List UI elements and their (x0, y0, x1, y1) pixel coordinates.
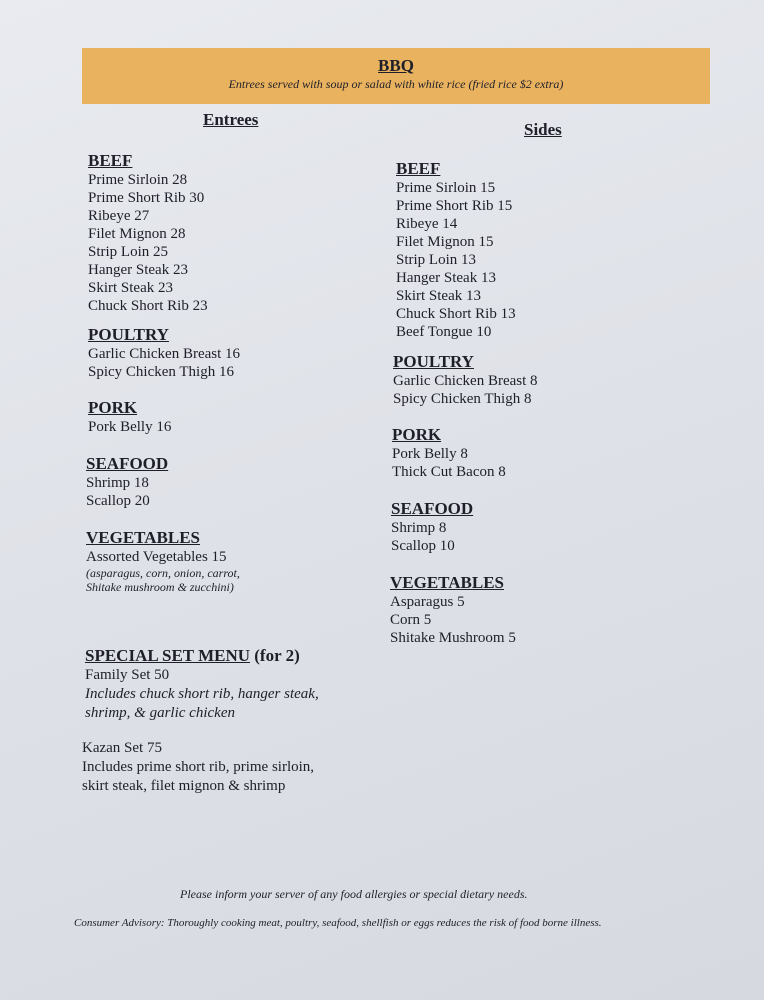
entrees-seafood-section (86, 454, 168, 510)
special-menu-title: SPECIAL SET MENU (85, 646, 251, 665)
sides-vegetables-section (390, 573, 516, 647)
list-item: Strip Loin 25 (88, 244, 169, 260)
entrees-beef-section (88, 151, 208, 315)
list-item: Filet Mignon 15 (396, 234, 494, 250)
family-set-line: shrimp, & garlic chicken (85, 705, 235, 721)
list-item: Strip Loin 13 (396, 252, 477, 268)
list-item: Shitake Mushroom 5 (390, 630, 516, 646)
list-item: Garlic Chicken Breast 16 (88, 346, 241, 362)
entrees-vegetables-title: VEGETABLES (86, 528, 201, 547)
sides-heading: Sides (524, 120, 562, 139)
entrees-beef-title: BEEF (88, 151, 133, 170)
list-item: Scallop 20 (86, 493, 150, 509)
entrees-heading: Entrees (203, 110, 259, 129)
list-item: Prime Short Rib 30 (88, 190, 205, 206)
sides-beef-title: BEEF (396, 159, 441, 178)
sides-poultry-title: POULTRY (393, 352, 474, 371)
sides-poultry-section (393, 352, 538, 408)
list-item: Hanger Steak 23 (88, 262, 188, 278)
sides-seafood-section (391, 499, 473, 555)
list-item: Assorted Vegetables 15 (86, 549, 227, 565)
sides-pork-section (392, 425, 506, 481)
sides-beef-section (396, 159, 516, 341)
list-item: Corn 5 (390, 612, 432, 628)
list-item: Prime Short Rib 15 (396, 198, 513, 214)
list-item: Spicy Chicken Thigh 8 (393, 391, 532, 407)
vegetables-note-line: (asparagus, corn, onion, carrot, (86, 566, 240, 580)
list-item: Thick Cut Bacon 8 (392, 464, 506, 480)
list-item: Pork Belly 8 (392, 446, 468, 462)
list-item: Beef Tongue 10 (396, 324, 492, 340)
family-set-name: Family Set 50 (85, 667, 170, 683)
list-item: Pork Belly 16 (88, 419, 172, 435)
list-item: Skirt Steak 13 (396, 288, 481, 304)
bbq-banner (82, 48, 710, 104)
list-item: Chuck Short Rib 13 (396, 306, 516, 322)
entrees-pork-section (88, 398, 171, 436)
kazan-set-line: Includes prime short rib, prime sirloin, (82, 759, 315, 775)
list-item: Spicy Chicken Thigh 16 (88, 364, 234, 380)
list-item: Garlic Chicken Breast 8 (393, 373, 538, 389)
list-item: Hanger Steak 13 (396, 270, 496, 286)
allergy-notice: Please inform your server of any food allergies or special dietary needs. (180, 887, 528, 901)
kazan-set-name: Kazan Set 75 (82, 740, 162, 756)
kazan-set (82, 739, 314, 796)
list-item: Prime Sirloin 15 (396, 180, 496, 196)
banner-subtitle: Entrees served with soup or salad with white rice (fried rice $2 extra) (228, 77, 564, 91)
sides-vegetables-title: VEGETABLES (390, 573, 505, 592)
entrees-poultry-title: POULTRY (88, 325, 169, 344)
entrees-seafood-title: SEAFOOD (86, 454, 169, 473)
kazan-set-line: skirt steak, filet mignon & shrimp (82, 778, 286, 794)
entrees-pork-title: PORK (88, 398, 138, 417)
family-set-line: Includes chuck short rib, hanger steak, (85, 686, 319, 702)
vegetables-note-line: Shitake mushroom & zucchini) (86, 580, 234, 594)
entrees-vegetables-section (86, 528, 240, 594)
consumer-advisory: Consumer Advisory: Thoroughly cooking meat, poultry, seafood, shellfish or eggs reduces the risk of food borne illness. (74, 917, 602, 929)
list-item: Scallop 10 (391, 538, 455, 554)
entrees-poultry-section (88, 325, 240, 381)
banner-title: BBQ (378, 56, 414, 75)
special-menu-serves: (for 2) (250, 646, 300, 665)
list-item: Shrimp 8 (391, 520, 447, 536)
list-item: Ribeye 14 (396, 216, 458, 232)
list-item: Filet Mignon 28 (88, 226, 186, 242)
list-item: Prime Sirloin 28 (88, 172, 188, 188)
list-item: Chuck Short Rib 23 (88, 298, 208, 314)
list-item: Skirt Steak 23 (88, 280, 173, 296)
sides-seafood-title: SEAFOOD (391, 499, 474, 518)
list-item: Ribeye 27 (88, 208, 150, 224)
list-item: Shrimp 18 (86, 475, 149, 491)
list-item: Asparagus 5 (390, 594, 465, 610)
special-set-menu (85, 646, 319, 723)
sides-pork-title: PORK (392, 425, 442, 444)
